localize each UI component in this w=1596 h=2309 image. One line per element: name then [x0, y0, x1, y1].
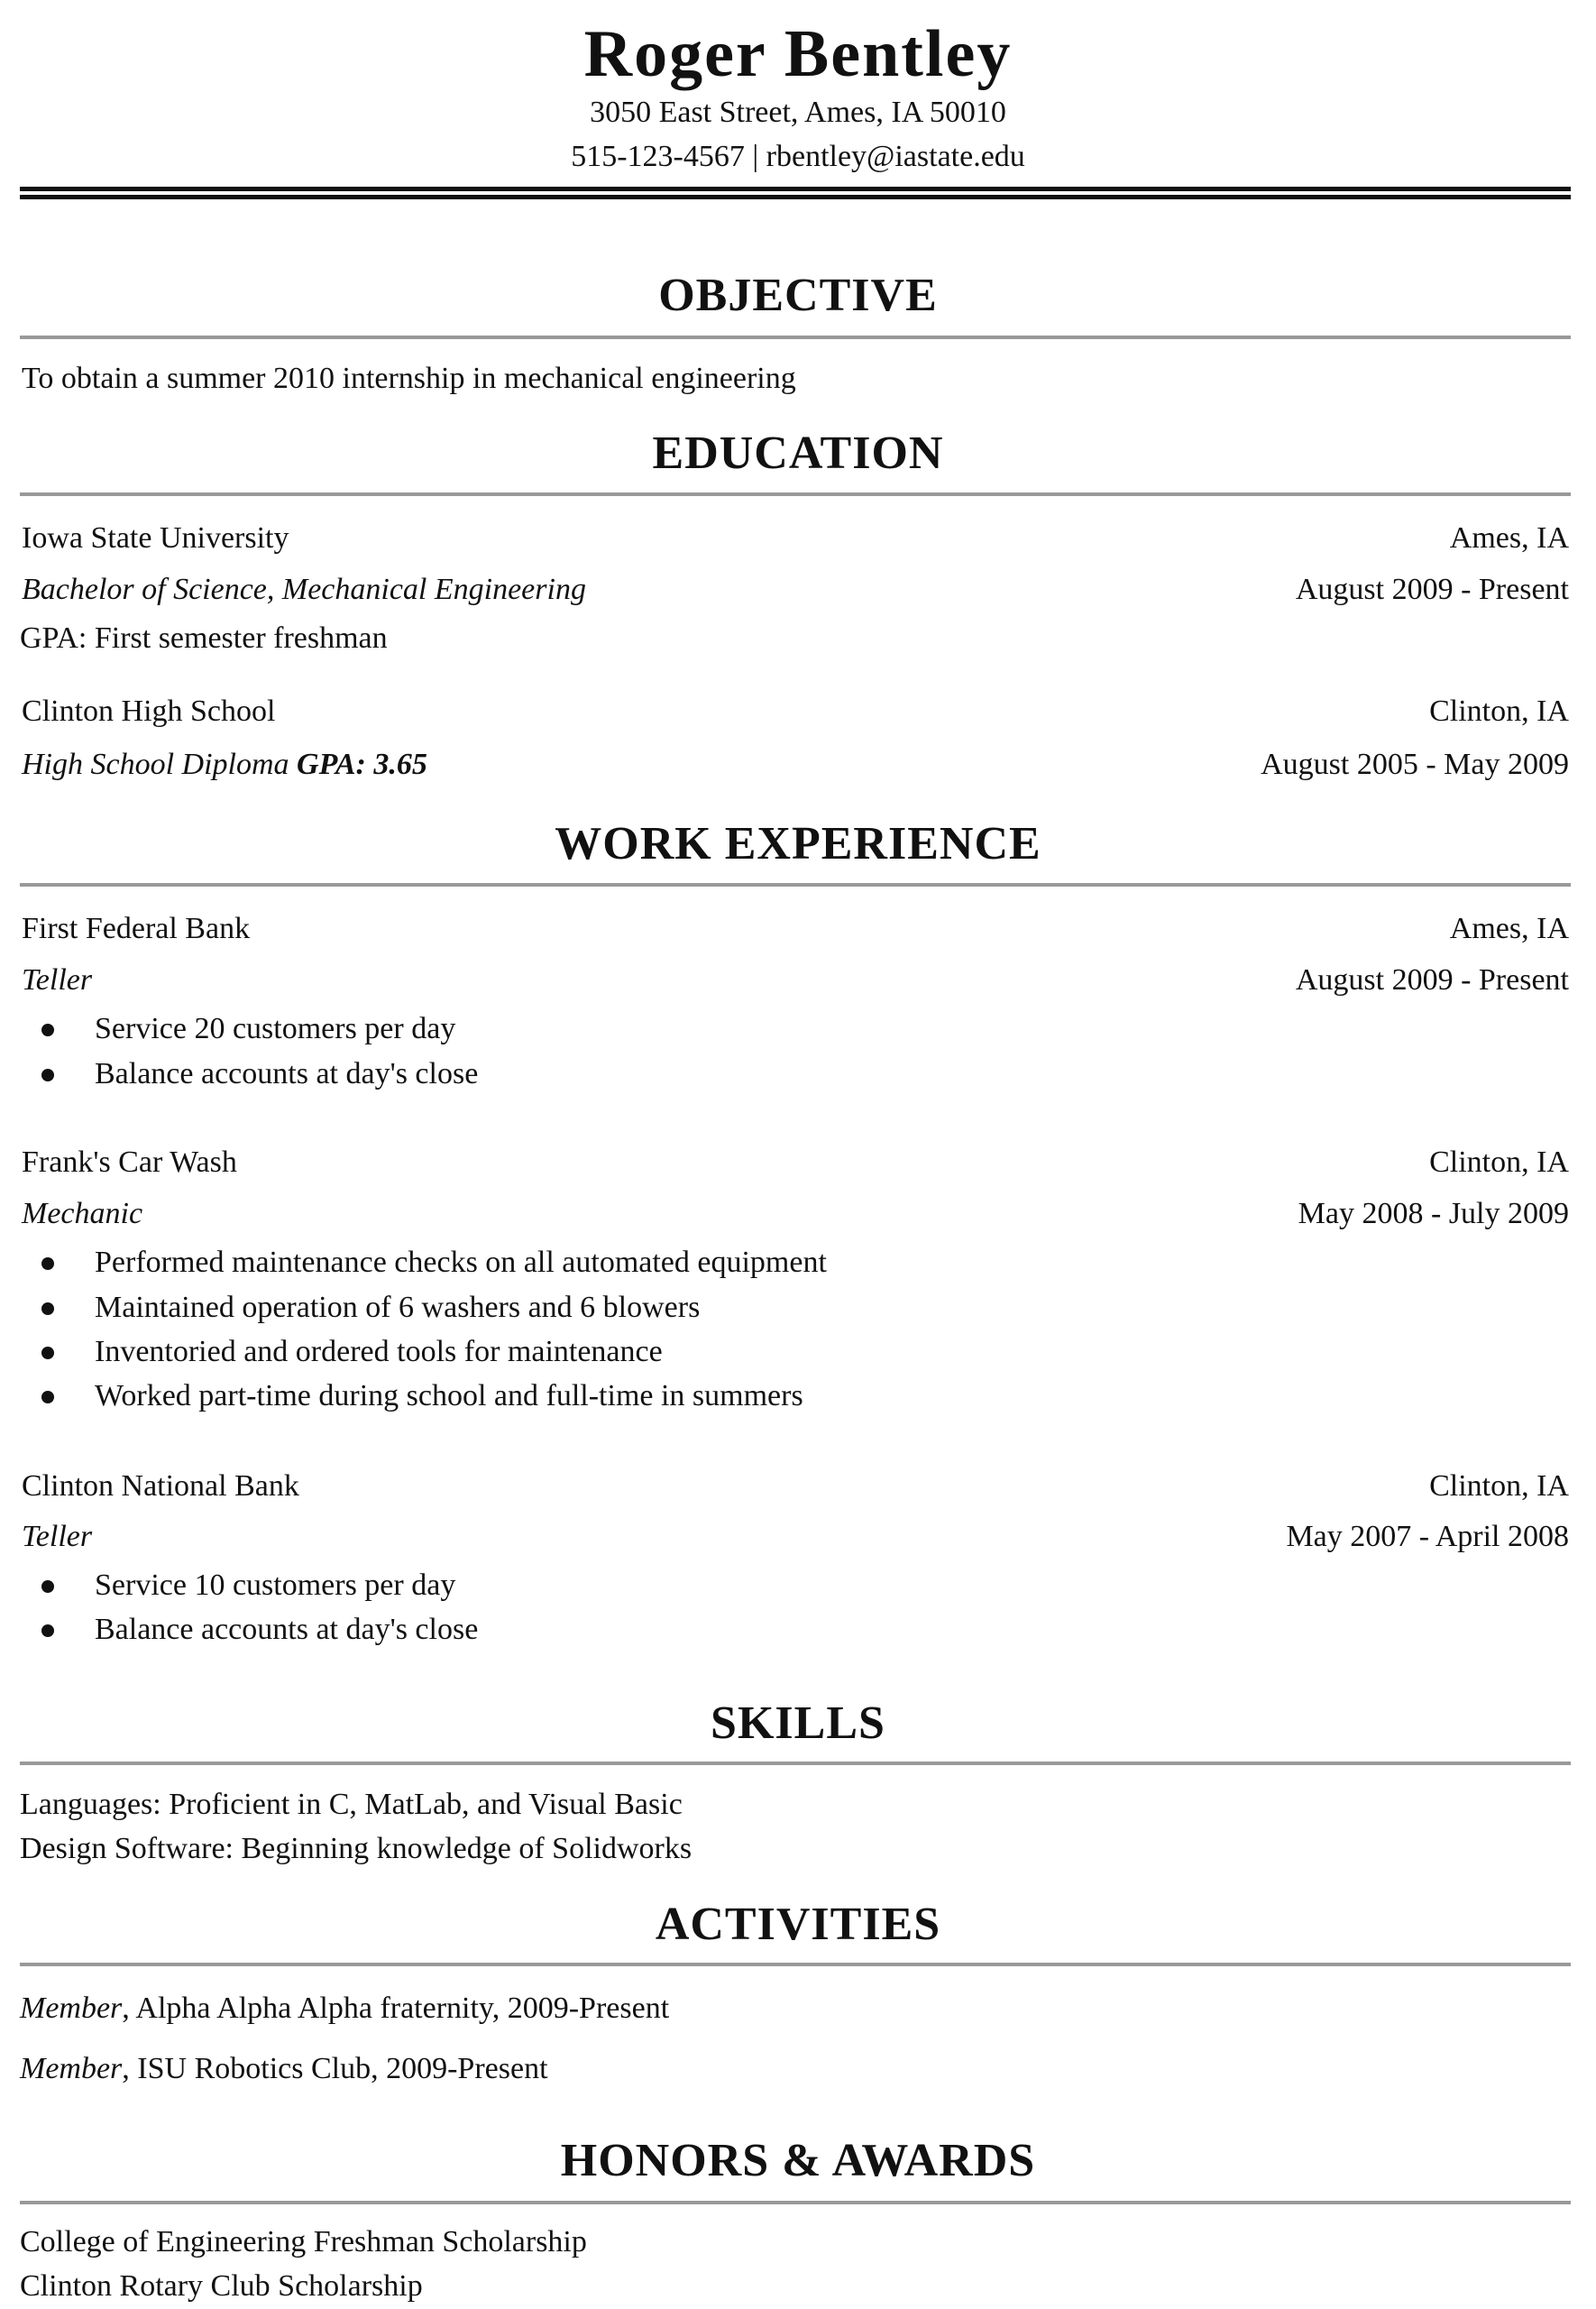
school-name: Iowa State University [22, 521, 289, 555]
bullet-icon [41, 1024, 54, 1036]
degree: Bachelor of Science, Mechanical Engineering [22, 573, 586, 606]
gpa: GPA: 3.65 [297, 748, 427, 781]
bullet-icon [41, 1624, 54, 1637]
activity-item [20, 2047, 548, 2092]
job-bullet: Service 20 customers per day [95, 1012, 456, 1045]
section-title-activities: ACTIVITIES [655, 1899, 941, 1950]
bullet-icon [41, 1391, 54, 1403]
section-title-work: WORK EXPERIENCE [555, 818, 1041, 869]
school-location: Clinton, IA [1429, 695, 1569, 728]
contact-info: 515-123-4567 | rbentley@iastate.edu [571, 140, 1025, 173]
bullet-icon [41, 1302, 54, 1315]
job-dates: May 2008 - July 2009 [1298, 1197, 1569, 1230]
job-location: Clinton, IA [1429, 1469, 1569, 1503]
school-dates: August 2005 - May 2009 [1261, 748, 1569, 781]
objective-text: To obtain a summer 2010 internship in mechanical engineering [22, 362, 796, 395]
section-divider [20, 492, 1571, 496]
section-title-honors: HONORS & AWARDS [560, 2135, 1036, 2186]
section-divider [20, 336, 1571, 339]
job-bullet: Maintained operation of 6 washers and 6 blowers [95, 1291, 701, 1324]
activity-role: Member [20, 2052, 123, 2085]
employer: Frank's Car Wash [22, 1145, 237, 1179]
job-location: Ames, IA [1449, 912, 1569, 945]
header-divider [20, 195, 1571, 199]
bullet-icon [41, 1069, 54, 1081]
bullet-icon [41, 1347, 54, 1359]
job-role: Teller [22, 1520, 93, 1553]
activity-detail: , ISU Robotics Club, 2009-Present [122, 2052, 548, 2085]
section-divider [20, 883, 1571, 887]
employer: First Federal Bank [22, 912, 251, 945]
activity-role: Member [20, 1992, 123, 2025]
job-location: Clinton, IA [1429, 1145, 1569, 1179]
activity-item [20, 1986, 669, 2031]
section-divider [20, 2201, 1571, 2204]
employer: Clinton National Bank [22, 1469, 299, 1503]
job-bullet: Service 10 customers per day [95, 1568, 456, 1602]
job-bullet: Balance accounts at day's close [95, 1057, 479, 1090]
job-bullet: Inventoried and ordered tools for maintenance [95, 1335, 663, 1368]
job-role: Teller [22, 963, 93, 997]
header-divider [20, 187, 1571, 191]
job-bullet: Performed maintenance checks on all automated equipment [95, 1246, 827, 1279]
section-divider [20, 1963, 1571, 1966]
gpa: GPA: First semester freshman [20, 621, 388, 655]
skill-item: Design Software: Beginning knowledge of Solidworks [20, 1832, 693, 1865]
job-dates: August 2009 - Present [1295, 963, 1569, 997]
school-dates: August 2009 - Present [1295, 573, 1569, 606]
section-title-education: EDUCATION [652, 428, 944, 479]
bullet-icon [41, 1580, 54, 1593]
bullet-icon [41, 1257, 54, 1270]
job-dates: May 2007 - April 2008 [1286, 1520, 1569, 1553]
section-title-objective: OBJECTIVE [658, 270, 938, 321]
section-title-skills: SKILLS [711, 1697, 885, 1749]
job-role: Mechanic [22, 1197, 143, 1230]
degree: High School Diploma [22, 748, 289, 781]
address: 3050 East Street, Ames, IA 50010 [590, 96, 1006, 129]
school-name: Clinton High School [22, 695, 276, 728]
job-bullet: Worked part-time during school and full-time in summers [95, 1379, 803, 1412]
activity-detail: , Alpha Alpha Alpha fraternity, 2009-Present [122, 1992, 670, 2025]
honor-item: Clinton Rotary Club Scholarship [20, 2269, 423, 2303]
job-bullet: Balance accounts at day's close [95, 1613, 479, 1646]
honor-item: College of Engineering Freshman Scholarship [20, 2225, 587, 2258]
school-location: Ames, IA [1449, 521, 1569, 555]
candidate-name: Roger Bentley [583, 17, 1013, 91]
skill-item: Languages: Proficient in C, MatLab, and Visual Basic [20, 1788, 683, 1821]
section-divider [20, 1762, 1571, 1765]
